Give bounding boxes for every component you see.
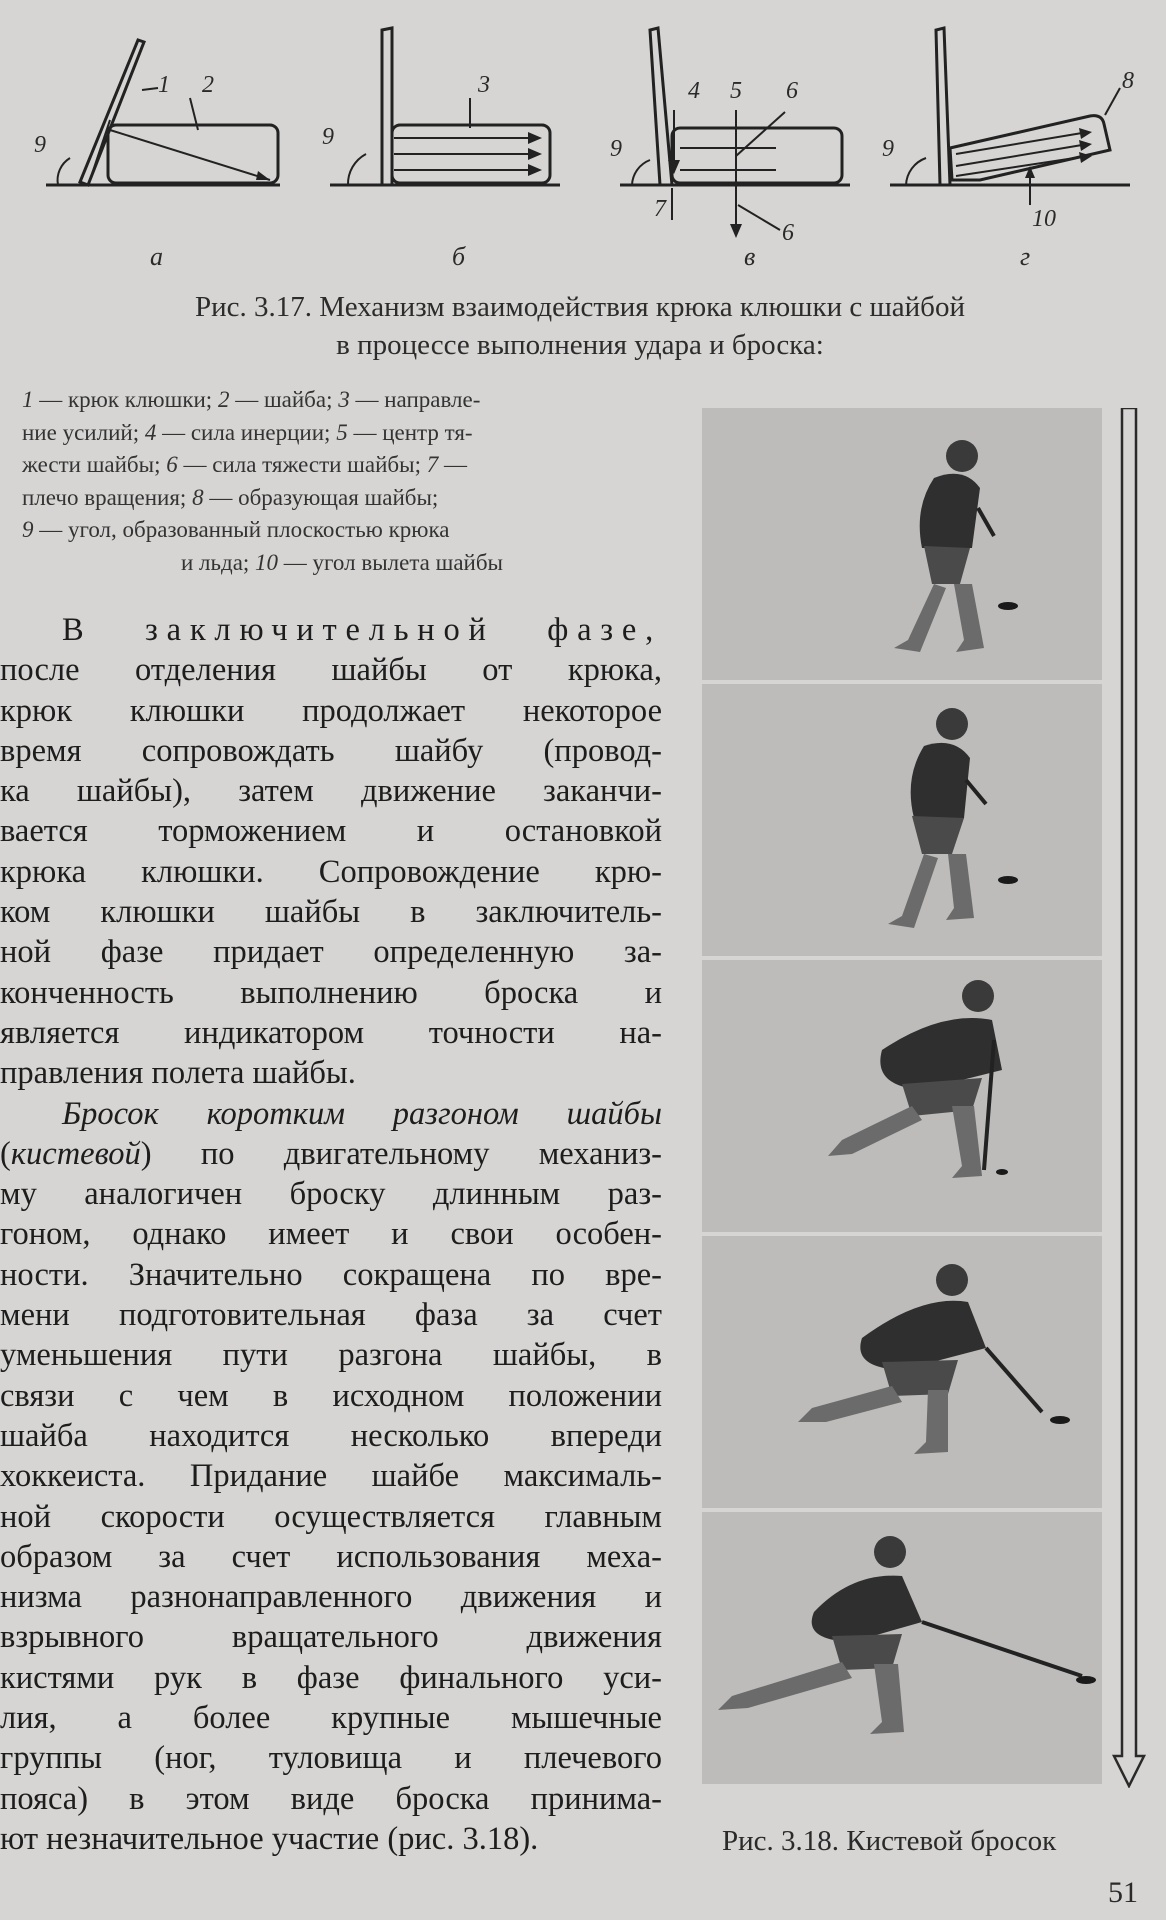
paragraph-2-line-2 (0, 1134, 662, 1174)
legend-text: — угол вылета шайбы (278, 549, 504, 575)
diagram-b-drawing (320, 20, 580, 240)
paragraph-1-line-1: В заключительной фазе, (62, 612, 662, 648)
legend-text: — (438, 452, 467, 477)
paragraph-1-line: вается торможением и остановкой (0, 813, 662, 850)
paren-open: ( (0, 1135, 11, 1172)
paragraph-1-line: крюка клюшки. Сопровождение крю- (0, 853, 662, 890)
diagram-a-letter: а (150, 242, 163, 271)
diagram-g (880, 20, 1140, 280)
figure-3-18-photo-sequence (702, 408, 1102, 1783)
paragraph-1-line: после отделения шайбы от крюка, (0, 652, 662, 689)
diagram-g-label-10: 10 (1032, 206, 1056, 232)
legend-num: 6 (166, 452, 178, 477)
diagram-g-label-8: 8 (1122, 68, 1134, 94)
paragraph-2-line: ют незначительное участие (рис. 3.18). (0, 1820, 539, 1857)
diagram-a (30, 20, 290, 280)
paragraph-2-text: ) по двигательному механиз- (140, 1135, 662, 1172)
paragraph-2-line: взрывного вращательного движения (0, 1619, 662, 1656)
legend-num: 7 (426, 452, 439, 477)
hockey-player-photo (702, 408, 1102, 680)
legend-text: — крюк клюшки; (33, 387, 218, 412)
paragraph-2-line: уменьшения пути разгона шайбы, в (0, 1337, 662, 1374)
diagram-g-letter: г (1020, 242, 1031, 271)
diagram-b (320, 20, 580, 280)
figure-3-17-diagrams (20, 20, 1140, 280)
diagram-v-label-4: 4 (688, 78, 700, 104)
paragraph-2-line: шайба находится несколько впереди (0, 1417, 662, 1454)
legend-text: плечо вращения; (22, 484, 193, 510)
page-number: 51 (1108, 1876, 1138, 1909)
diagram-a-label-1: 1 (158, 72, 170, 98)
paragraph-1-line: крюк клюшки продолжает некоторое (0, 692, 662, 729)
paragraph-1-line: ком клюшки шайбы в заключитель- (0, 894, 662, 931)
paragraph-2-line-1 (62, 1094, 662, 1134)
term-wrist: кистевой (10, 1135, 141, 1172)
diagram-v-label-6-bottom: 6 (782, 220, 794, 246)
legend-num: 9 (22, 517, 34, 542)
diagram-a-label-9: 9 (34, 132, 46, 158)
photo-frame-1 (702, 408, 1102, 680)
diagram-v-letter: в (744, 242, 756, 271)
paragraph-2-line: кистями рук в фазе финального уси- (0, 1659, 662, 1696)
legend-num: 3 (338, 387, 350, 412)
diagram-a-label-2: 2 (202, 72, 214, 98)
legend-num: 5 (336, 419, 348, 445)
diagram-v-label-6-top: 6 (786, 78, 798, 104)
hockey-player-photo (702, 1236, 1102, 1508)
paragraph-1-line: ной фазе придает определенную за- (0, 934, 662, 971)
photo-frame-3 (702, 960, 1102, 1232)
legend-num: 1 (22, 387, 34, 412)
paragraph-2-line: мени подготовительная фаза за счет (0, 1297, 662, 1334)
diagram-g-label-9: 9 (882, 136, 894, 162)
paragraph-2-line: хоккеиста. Придание шайбе максималь- (0, 1458, 662, 1495)
paragraph-2-line: му аналогичен броску длинным раз- (0, 1176, 662, 1213)
diagram-g-drawing (880, 20, 1140, 240)
paragraph-2-line: низма разнонаправленного движения и (0, 1579, 662, 1616)
figure-3-18-caption: Рис. 3.18. Кистевой бросок (722, 1825, 1057, 1857)
paragraph-1-line: конченность выполнению броска и (0, 974, 662, 1011)
photo-frame-4 (702, 1236, 1102, 1508)
hockey-player-photo (702, 684, 1102, 956)
figure-3-17-caption (60, 288, 1100, 364)
diagram-b-label-3: 3 (478, 72, 490, 98)
hockey-player-photo (702, 960, 1102, 1232)
paragraph-2-line: группы (ног, туловища и плечевого (0, 1740, 662, 1777)
legend-num: 2 (217, 387, 230, 412)
legend-text: и льда; (180, 549, 256, 575)
diagram-b-label-9: 9 (322, 124, 334, 150)
paragraph-1-line: ка шайбы), затем движение заканчи- (0, 773, 662, 810)
legend-text: — угол, образованный плоскостью крюка (33, 517, 450, 542)
sequence-down-arrow-icon (1112, 408, 1146, 1788)
diagram-v-label-7: 7 (654, 196, 666, 222)
figure-3-17-caption-line1: Рис. 3.17. Механизм взаимодействия крюка клюшки с шайбой (195, 291, 965, 323)
figure-3-17-legend (22, 384, 662, 579)
paragraph-2-line: гоном, однако имеет и свои особен- (0, 1216, 662, 1253)
paragraph-2-line: связи с чем в исходном положении (0, 1377, 662, 1414)
figure-3-17-caption-line2: в процессе выполнения удара и броска: (336, 329, 824, 361)
diagram-a-drawing (30, 20, 290, 240)
diagram-v-label-5: 5 (730, 78, 742, 104)
paragraph-2-line: ной скорости осуществляется главным (0, 1498, 662, 1535)
legend-text: — направле- (349, 387, 481, 412)
diagram-b-letter: б (452, 242, 466, 271)
paragraph-1-line: время сопровождать шайбу (провод- (0, 732, 662, 769)
paragraph-2-line: пояса) в этом виде броска принима- (0, 1780, 662, 1817)
paragraph-1-line: правления полета шайбы. (0, 1055, 356, 1092)
legend-num: 10 (255, 549, 279, 575)
photo-frame-2 (702, 684, 1102, 956)
legend-text: ние усилий; (22, 419, 145, 445)
legend-text: — шайба; (229, 387, 339, 412)
diagram-v-drawing (610, 20, 870, 240)
diagram-v (610, 20, 870, 280)
body-text (0, 610, 662, 1859)
paragraph-2-line: лия, а более крупные мышечные (0, 1700, 662, 1737)
hockey-player-photo (702, 1512, 1102, 1784)
photo-frame-5 (702, 1512, 1102, 1784)
legend-num: 8 (192, 484, 204, 510)
legend-num: 4 (144, 419, 157, 445)
legend-text: жести шайбы; (22, 452, 167, 477)
term-short-throw: Бросок коротким разгоном шайбы (62, 1095, 662, 1132)
paragraph-1-line: является индикатором точности на- (0, 1014, 662, 1051)
paragraph-2-line: ности. Значительно сокращена по вре- (0, 1256, 662, 1293)
diagram-v-label-9: 9 (610, 136, 622, 162)
legend-text: — образующая шайбы; (203, 484, 439, 510)
legend-text: — сила тяжести шайбы; (177, 452, 427, 477)
paragraph-2-line: образом за счет использования меха- (0, 1538, 662, 1575)
legend-text: — сила инерции; (156, 419, 337, 445)
legend-text: — центр тя- (347, 419, 473, 445)
